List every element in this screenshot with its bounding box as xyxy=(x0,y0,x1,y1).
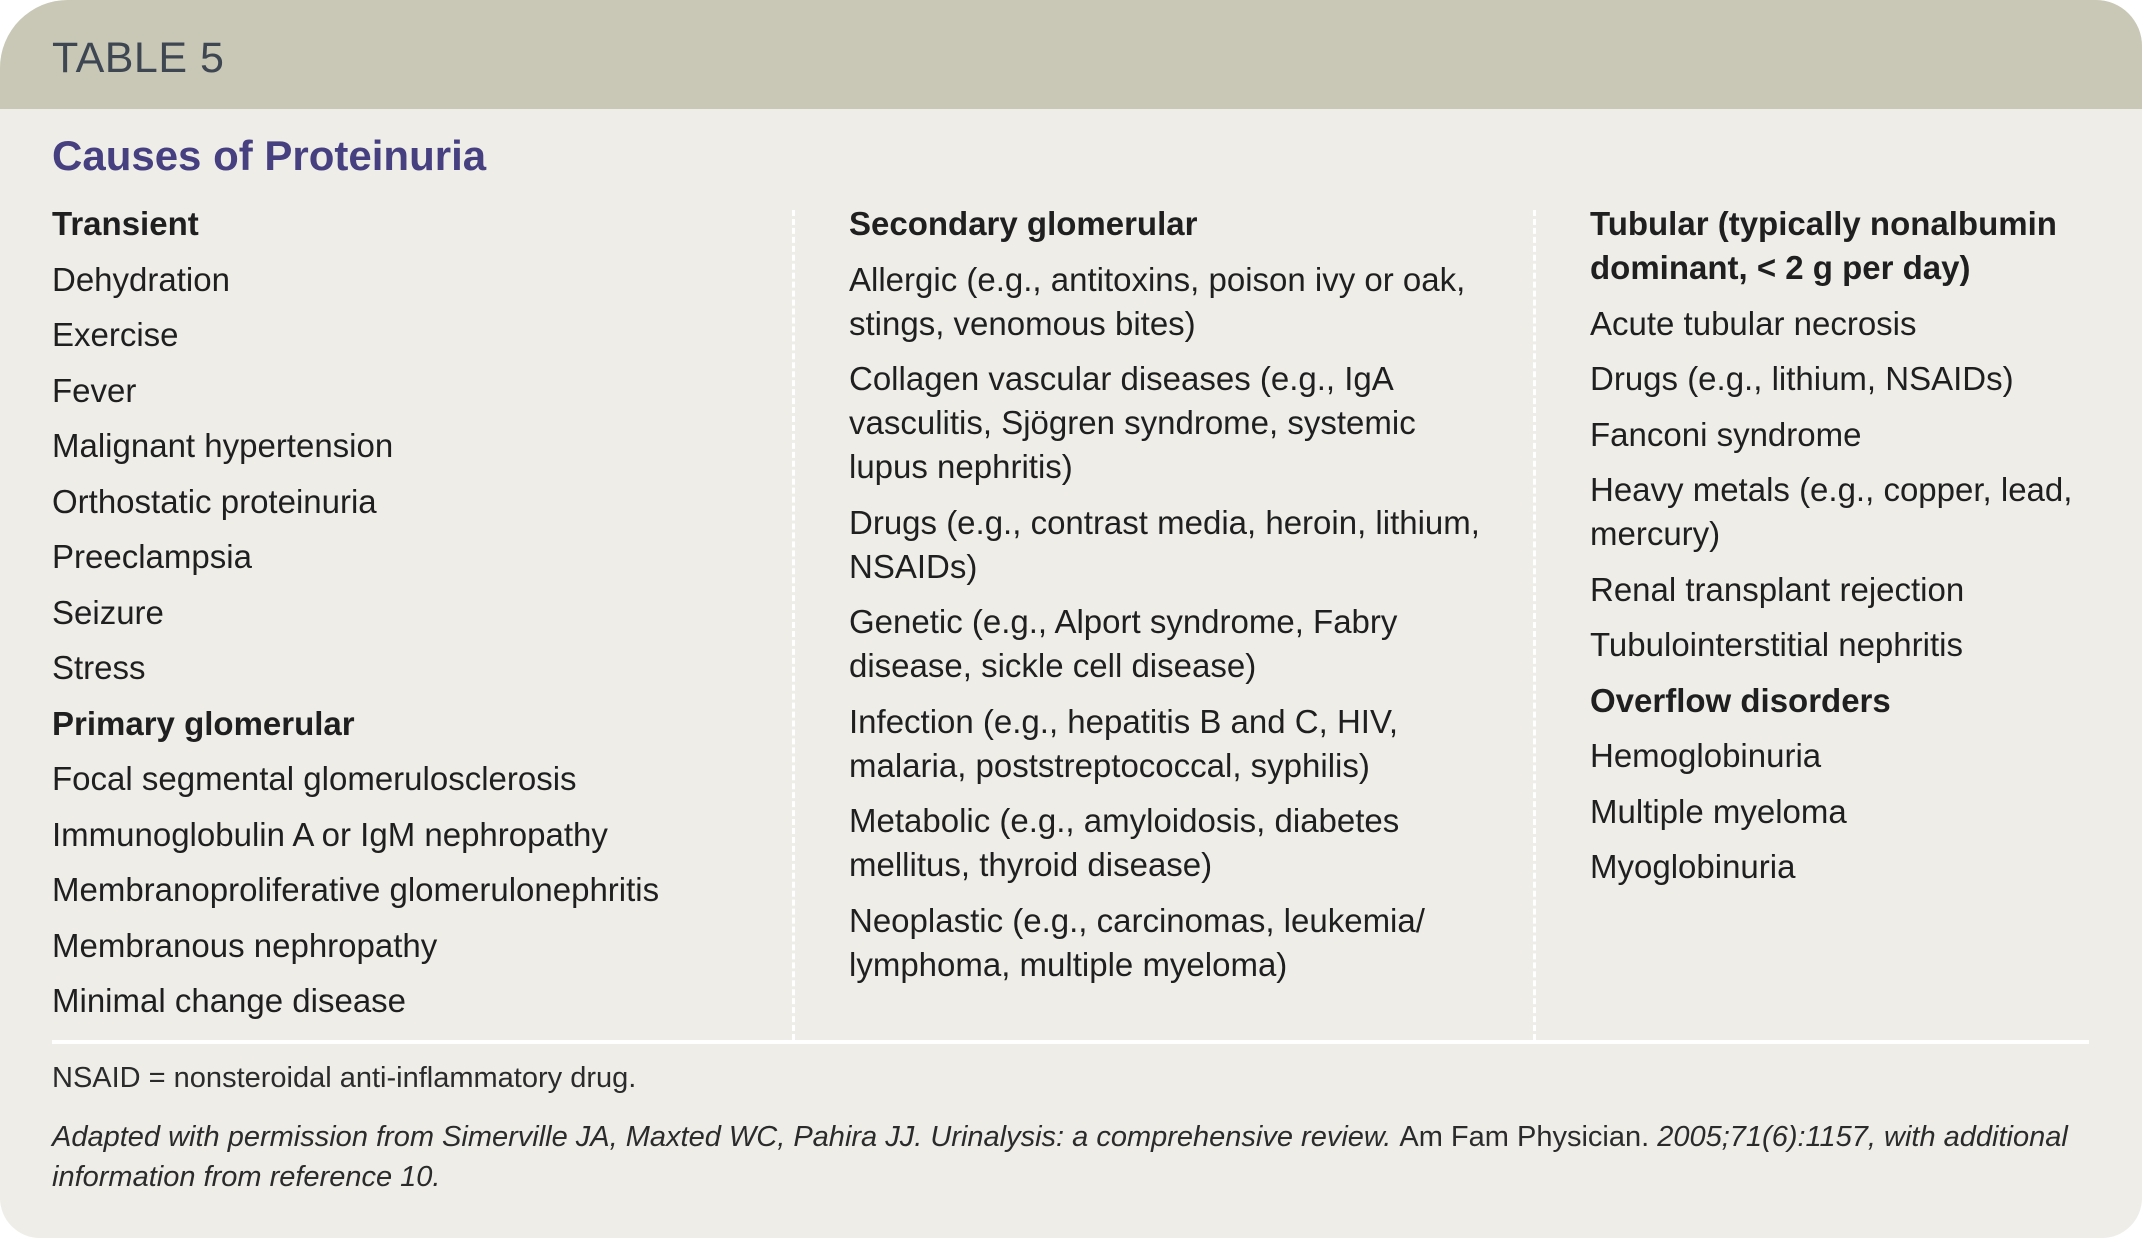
list-item: Membranous nephropathy xyxy=(52,926,438,964)
list-item: Seizure xyxy=(52,593,164,631)
citation-details: 2005;71(6):1157, with additional information from reference 10. xyxy=(52,1121,2068,1193)
section-heading: Tubular (typically nonalbumin dominant, < 2 g per day) xyxy=(1590,205,2057,286)
list-item: Focal segmental glomerulosclerosis xyxy=(52,760,577,797)
list-item: Orthostatic proteinuria xyxy=(52,482,377,520)
column-3 xyxy=(1590,202,2100,901)
citation xyxy=(52,1117,2092,1197)
list-item: Stress xyxy=(52,649,146,686)
list-item: Allergic (e.g., antitoxins, poison ivy or oak, stings, venomous bites) xyxy=(849,260,1466,342)
list-item: Minimal change disease xyxy=(52,982,407,1019)
column-divider xyxy=(792,210,795,1040)
table-header xyxy=(0,0,2142,109)
section-heading: Primary glomerular xyxy=(52,704,355,742)
column-2 xyxy=(849,202,1489,998)
section-heading: Secondary glomerular xyxy=(849,205,1198,242)
list-item: Collagen vascular diseases (e.g., IgA vasculitis, Sjögren syndrome, systemic lupus nephritis) xyxy=(849,360,1416,485)
list-item: Metabolic (e.g., amyloidosis, diabetes mellitus, thyroid disease) xyxy=(849,802,1400,883)
table-label: TABLE 5 xyxy=(52,34,225,82)
table-title: Causes of Proteinuria xyxy=(52,132,487,179)
list-item: Immunoglobulin A or IgM nephropathy xyxy=(52,815,608,853)
column-divider xyxy=(1533,210,1536,1040)
section-heading: Overflow disorders xyxy=(1590,681,1891,719)
column-1 xyxy=(52,202,772,1035)
footnote: NSAID = nonsteroidal anti-inflammatory drug. xyxy=(52,1062,637,1094)
list-item: Acute tubular necrosis xyxy=(1590,304,1917,342)
citation-text: Adapted with permission from Simerville JA, Maxted WC, Pahira JJ. Urinalysis: a comprehensive review. xyxy=(52,1121,1400,1153)
list-item: Heavy metals (e.g., copper, lead, mercury) xyxy=(1590,471,2073,552)
list-item: Membranoproliferative glomerulonephritis xyxy=(52,871,660,908)
list-item: Dehydration xyxy=(52,260,230,298)
list-item: Renal transplant rejection xyxy=(1590,570,1965,608)
list-item: Exercise xyxy=(52,316,179,353)
list-item: Preeclampsia xyxy=(52,538,252,575)
list-item: Fanconi syndrome xyxy=(1590,415,1862,453)
section-heading: Transient xyxy=(52,205,199,242)
list-item: Multiple myeloma xyxy=(1590,792,1847,830)
list-item: Genetic (e.g., Alport syndrome, Fabry disease, sickle cell disease) xyxy=(849,603,1398,684)
list-item: Malignant hypertension xyxy=(52,427,394,464)
list-item: Neoplastic (e.g., carcinomas, leukemia/ lymphoma, multiple myeloma) xyxy=(849,901,1425,983)
list-item: Infection (e.g., hepatitis B and C, HIV, malaria, poststreptococcal, syphilis) xyxy=(849,702,1399,784)
citation-journal: Am Fam Physician. xyxy=(1399,1121,1650,1153)
list-item: Tubulointerstitial nephritis xyxy=(1590,626,1963,663)
list-item: Drugs (e.g., lithium, NSAIDs) xyxy=(1590,360,2014,397)
list-item: Myoglobinuria xyxy=(1590,848,1796,885)
footer-rule xyxy=(52,1040,2089,1044)
list-item: Drugs (e.g., contrast media, heroin, lithium, NSAIDs) xyxy=(849,503,1480,585)
list-item: Hemoglobinuria xyxy=(1590,737,1822,774)
list-item: Fever xyxy=(52,371,137,409)
